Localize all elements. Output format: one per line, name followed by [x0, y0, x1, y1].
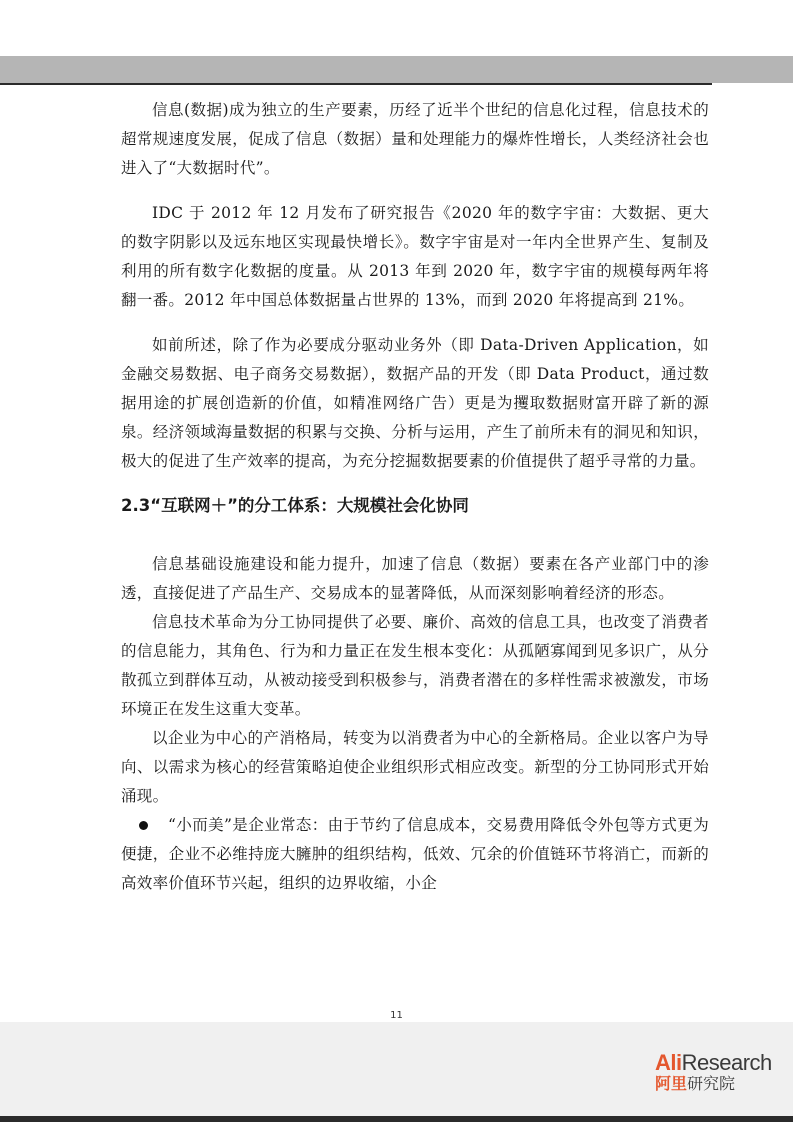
paragraph: 如前所述，除了作为必要成分驱动业务外（即 Data-Driven Application，如金融交易数据、电子商务交易数据），数据产品的开发（即 Data Product，通过数据用途的扩展创造新的价值，如精准网络广告）更是为攫取数据财富开辟了新的源泉。经济领域海量数据的积累与交换、分析与运用，产生了前所未有的洞见和知识，极大的促进了生产效率的提高，为充分挖掘数据要素的价值提供了超乎寻常的力量。 [121, 336, 709, 470]
footer-rule [0, 1116, 793, 1122]
header-band [0, 56, 793, 83]
paragraph: IDC 于 2012 年 12 月发布了研究报告《2020 年的数字宇宙：大数据、更大的数字阴影以及远东地区实现最快增长》。数字宇宙是对一年内全世界产生、复制及利用的所有数字化数据的度量。从 2013 年到 2020 年，数字宇宙的规模每两年将翻一番。2012 年中国总体数据量占世界的 13%，而到 2020 年将提高到 21%。 [121, 204, 709, 309]
bullet-text: “小而美”是企业常态：由于节约了信息成本，交易费用降低令外包等方式更为便捷，企业不必维持庞大臃肿的组织结构，低效、冗余的价值链环节将消亡，而新的高效率价值环节兴起，组织的边界收缩，小企 [121, 816, 709, 892]
paragraph: 信息基础设施建设和能力提升，加速了信息（数据）要素在各产业部门中的渗透，直接促进了产品生产、交易成本的显著降低，从而深刻影响着经济的形态。 [121, 555, 709, 602]
page-number: 11 [390, 1010, 403, 1021]
header-rule [0, 83, 712, 85]
aliresearch-logo: AliResearch 阿里研究院 [655, 1050, 772, 1093]
paragraph: 以企业为中心的产消格局，转变为以消费者为中心的全新格局。企业以客户为导向、以需求为核心的经营策略迫使企业组织形式相应改变。新型的分工协同形式开始涌现。 [121, 729, 709, 805]
paragraph: 信息(数据)成为独立的生产要素，历经了近半个世纪的信息化过程，信息技术的超常规速度发展，促成了信息（数据）量和处理能力的爆炸性增长，人类经济社会也进入了“大数据时代”。 [121, 101, 709, 177]
page-body [121, 96, 709, 898]
paragraph: 信息技术革命为分工协同提供了必要、廉价、高效的信息工具，也改变了消费者的信息能力，其角色、行为和力量正在发生根本变化：从孤陋寡闻到见多识广，从分散孤立到群体互动，从被动接受到积极参与，消费者潜在的多样性需求被激发，市场环境正在发生这重大变革。 [121, 613, 709, 718]
bullet-item [121, 811, 709, 898]
bullet-icon [139, 821, 148, 830]
section-heading: 2.3“互联网＋”的分工体系：大规模社会化协同 [121, 496, 469, 515]
